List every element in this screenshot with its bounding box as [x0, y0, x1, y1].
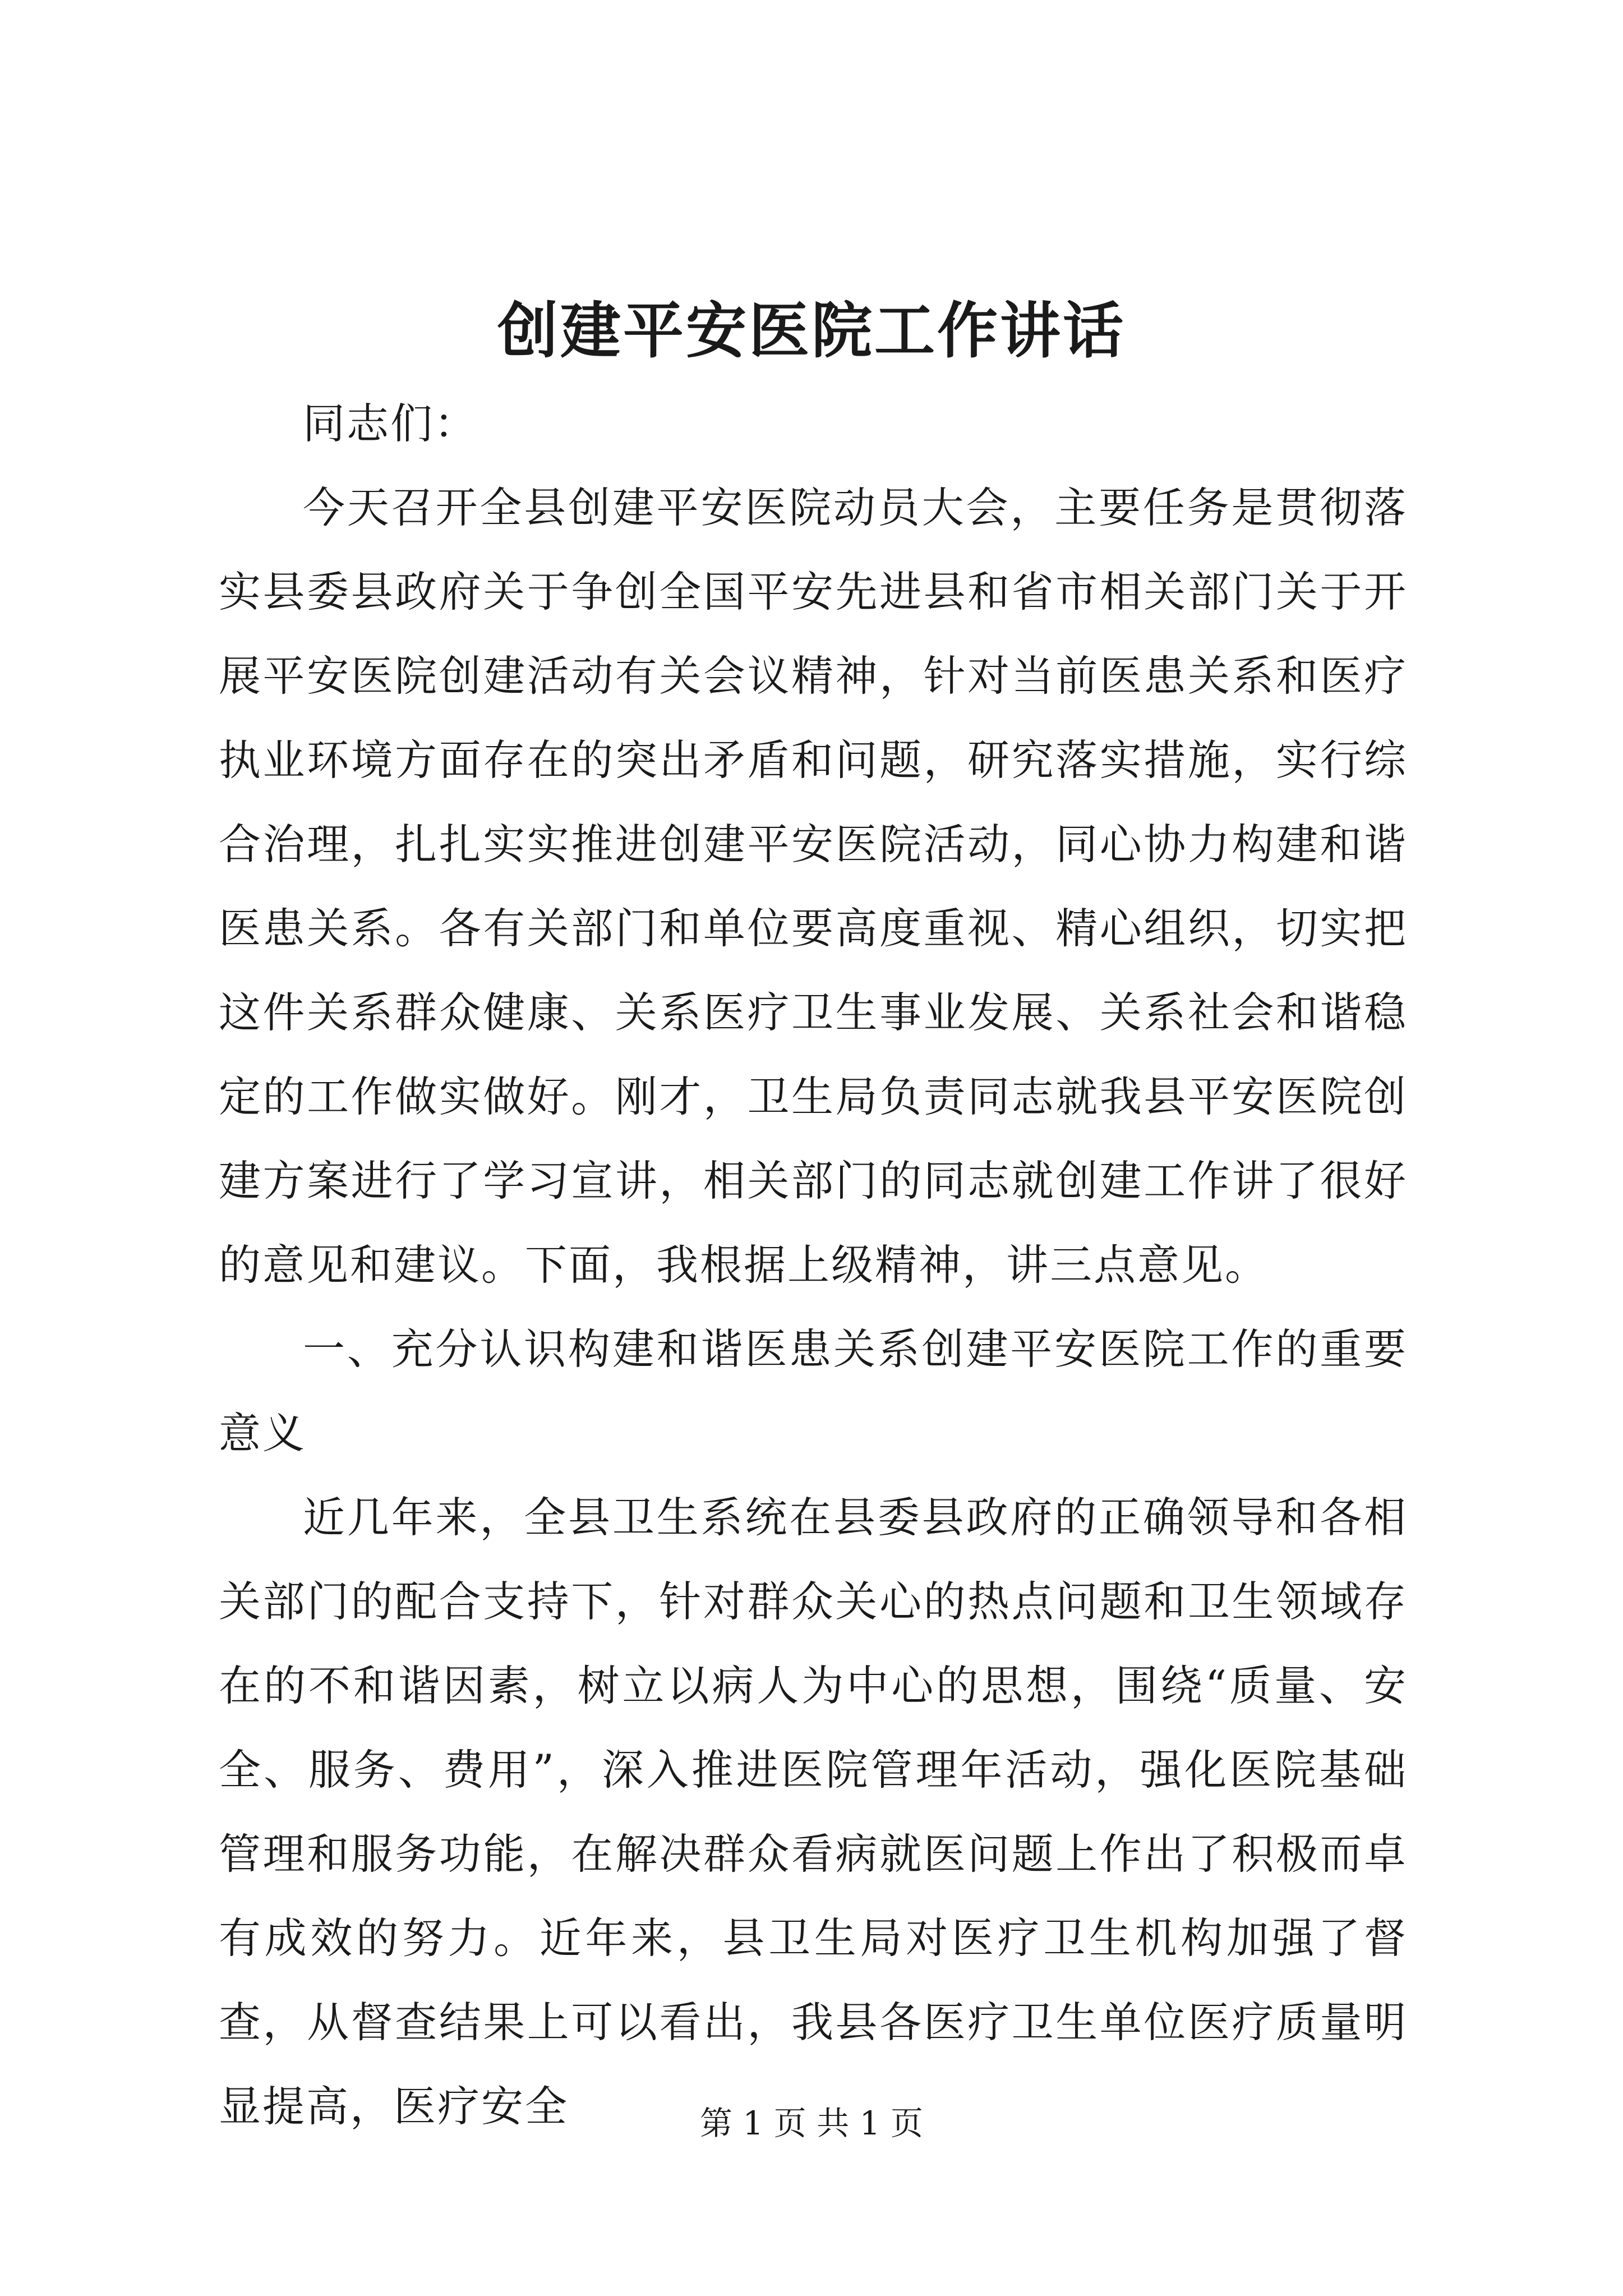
document-body — [219, 381, 1408, 2148]
document-title: 创建平安医院工作讲话 — [497, 296, 1126, 366]
salutation: 同志们： — [303, 399, 478, 448]
page-number-footer: 第 1 页 共 1 页 — [700, 2104, 923, 2142]
body-paragraph: 今天召开全县创建平安医院动员大会，主要任务是贯彻落实县委县政府关于争创全国平安先进县和省市相关部门关于开展平安医院创建活动有关会议精神，针对当前医患关系和医疗执业环境方面存在的突出矛盾和问题，研究落实措施，实行综合治理，扎扎实实推进创建平安医院活动，同心协力构建和谐医患关系。各有关部门和单位要高度重视、精心组织，切实把这件关系群众健康、关系医疗卫生事业发展、关系社会和谐稳定的工作做实做好。刚才，卫生局负责同志就我县平安医院创建方案进行了学习宣讲，相关部门的同志就创建工作讲了很好的意见和建议。下面，我根据上级精神，讲三点意见。 — [219, 483, 1408, 1290]
section-heading: 一、充分认识构建和谐医患关系创建平安医院工作的重要意义 — [219, 1324, 1408, 1458]
body-paragraph: 近几年来，全县卫生系统在县委县政府的正确领导和各相关部门的配合支持下，针对群众关心的热点问题和卫生领域存在的不和谐因素，树立以病人为中心的思想，围绕“质量、安全、服务、费用”，深入推进医院管理年活动，强化医院基础管理和服务功能，在解决群众看病就医问题上作出了积极而卓有成效的努力。近年来，县卫生局对医疗卫生机构加强了督查，从督查结果上可以看出，我县各医疗卫生单位医疗质量明显提高，医疗安全 — [219, 1493, 1408, 2131]
